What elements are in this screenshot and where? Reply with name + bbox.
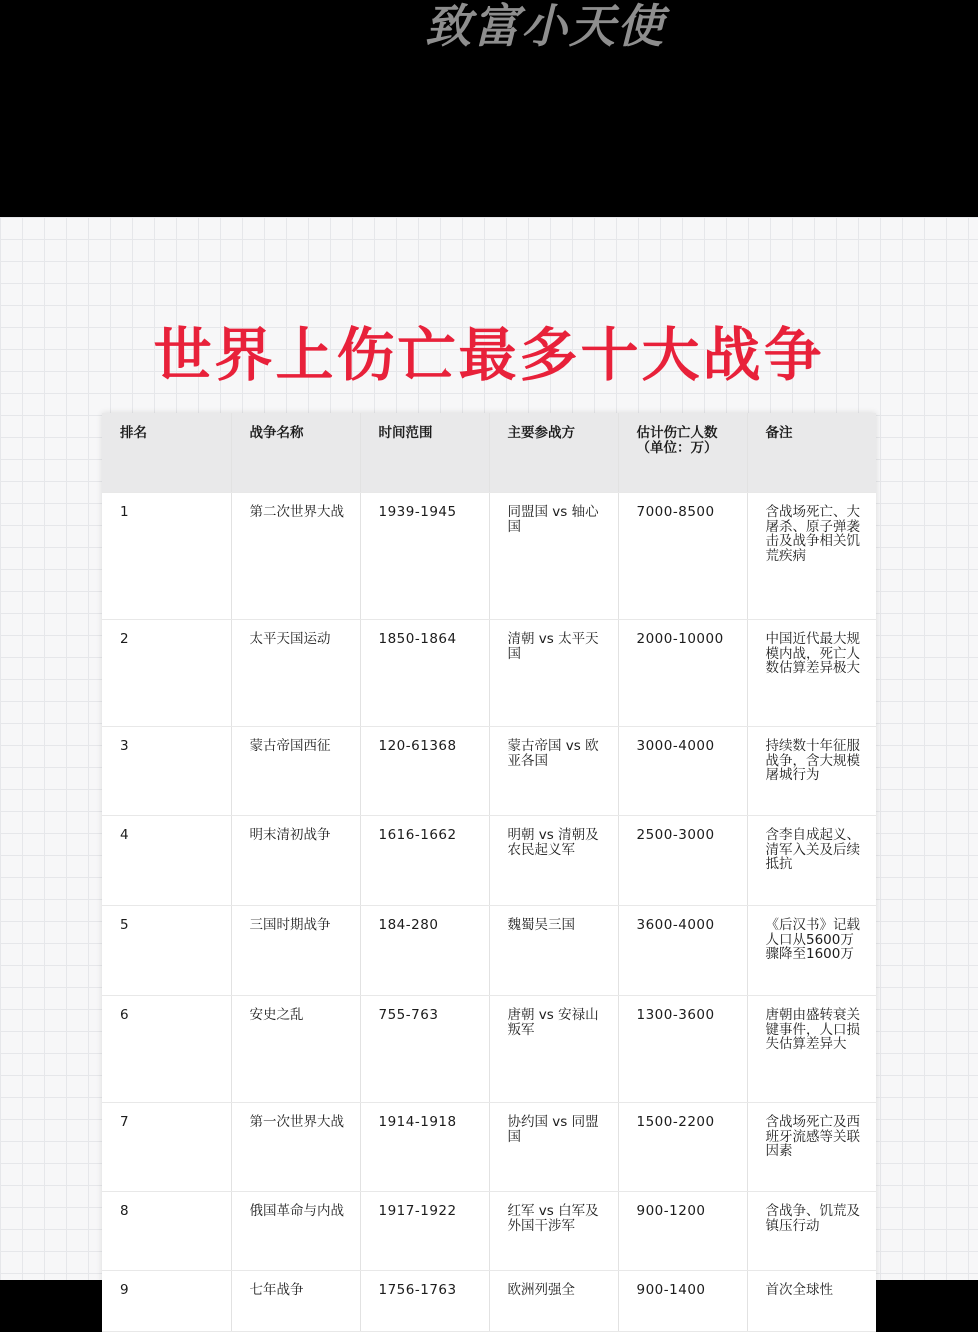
cell-casualties: 900-1400 [618, 1271, 747, 1332]
cell-period: 120-61368 [360, 727, 489, 816]
document-page [0, 217, 978, 1298]
cell-parties: 蒙古帝国 vs 欧亚各国 [489, 727, 618, 816]
cell-note: 唐朝由盛转衰关键事件，人口损失估算差异大 [747, 996, 876, 1103]
cell-note: 持续数十年征服战争，含大规模屠城行为 [747, 727, 876, 816]
cell-period: 1850-1864 [360, 620, 489, 727]
cell-parties: 清朝 vs 太平天国 [489, 620, 618, 727]
cell-rank: 1 [102, 493, 231, 620]
cell-rank: 8 [102, 1192, 231, 1271]
cell-casualties: 3600-4000 [618, 906, 747, 996]
cell-war-name: 三国时期战争 [231, 906, 360, 996]
header-parties: 主要参战方 [489, 413, 618, 493]
header-casualties: 估计伤亡人数（单位：万） [618, 413, 747, 493]
table-row [102, 727, 876, 816]
cell-war-name: 蒙古帝国西征 [231, 727, 360, 816]
cell-war-name: 七年战争 [231, 1271, 360, 1332]
cell-period: 1917-1922 [360, 1192, 489, 1271]
cell-period: 755-763 [360, 996, 489, 1103]
table-row [102, 493, 876, 620]
war-table [102, 413, 876, 1332]
table-row [102, 906, 876, 996]
cell-parties: 协约国 vs 同盟国 [489, 1103, 618, 1192]
cell-rank: 5 [102, 906, 231, 996]
table-row [102, 620, 876, 727]
cell-war-name: 安史之乱 [231, 996, 360, 1103]
cell-rank: 9 [102, 1271, 231, 1332]
cell-period: 1756-1763 [360, 1271, 489, 1332]
table-row [102, 1103, 876, 1192]
watermark-text: 致富小天使 [425, 0, 665, 53]
cell-parties: 唐朝 vs 安禄山叛军 [489, 996, 618, 1103]
table-row [102, 816, 876, 906]
cell-war-name: 明末清初战争 [231, 816, 360, 906]
cell-rank: 7 [102, 1103, 231, 1192]
header-war-name: 战争名称 [231, 413, 360, 493]
cell-note: 含战场死亡及西班牙流感等关联因素 [747, 1103, 876, 1192]
cell-rank: 3 [102, 727, 231, 816]
cell-parties: 同盟国 vs 轴心国 [489, 493, 618, 620]
header-note: 备注 [747, 413, 876, 493]
cell-period: 1939-1945 [360, 493, 489, 620]
cell-casualties: 900-1200 [618, 1192, 747, 1271]
cell-parties: 红军 vs 白军及外国干涉军 [489, 1192, 618, 1271]
table-header-row [102, 413, 876, 493]
cell-casualties: 2000-10000 [618, 620, 747, 727]
cell-note: 含李自成起义、清军入关及后续抵抗 [747, 816, 876, 906]
cell-casualties: 1500-2200 [618, 1103, 747, 1192]
war-table-container [102, 413, 876, 1332]
cell-period: 1616-1662 [360, 816, 489, 906]
cell-period: 1914-1918 [360, 1103, 489, 1192]
cell-rank: 2 [102, 620, 231, 727]
top-banner [0, 0, 978, 217]
cell-casualties: 3000-4000 [618, 727, 747, 816]
cell-war-name: 第二次世界大战 [231, 493, 360, 620]
cell-note: 首次全球性 [747, 1271, 876, 1332]
table-row [102, 996, 876, 1103]
cell-war-name: 第一次世界大战 [231, 1103, 360, 1192]
cell-rank: 6 [102, 996, 231, 1103]
cell-period: 184-280 [360, 906, 489, 996]
cell-note: 中国近代最大规模内战，死亡人数估算差异极大 [747, 620, 876, 727]
cell-casualties: 1300-3600 [618, 996, 747, 1103]
cell-parties: 明朝 vs 清朝及农民起义军 [489, 816, 618, 906]
cell-casualties: 2500-3000 [618, 816, 747, 906]
page-title: 世界上伤亡最多十大战争 [153, 321, 825, 389]
table-row [102, 1271, 876, 1332]
cell-note: 《后汉书》记载人口从5600万骤降至1600万 [747, 906, 876, 996]
cell-war-name: 俄国革命与内战 [231, 1192, 360, 1271]
table-row [102, 1192, 876, 1271]
header-rank: 排名 [102, 413, 231, 493]
cell-note: 含战场死亡、大屠杀、原子弹袭击及战争相关饥荒疾病 [747, 493, 876, 620]
header-period: 时间范围 [360, 413, 489, 493]
cell-casualties: 7000-8500 [618, 493, 747, 620]
cell-parties: 欧洲列强全 [489, 1271, 618, 1332]
cell-parties: 魏蜀吴三国 [489, 906, 618, 996]
cell-note: 含战争、饥荒及镇压行动 [747, 1192, 876, 1271]
cell-rank: 4 [102, 816, 231, 906]
cell-war-name: 太平天国运动 [231, 620, 360, 727]
